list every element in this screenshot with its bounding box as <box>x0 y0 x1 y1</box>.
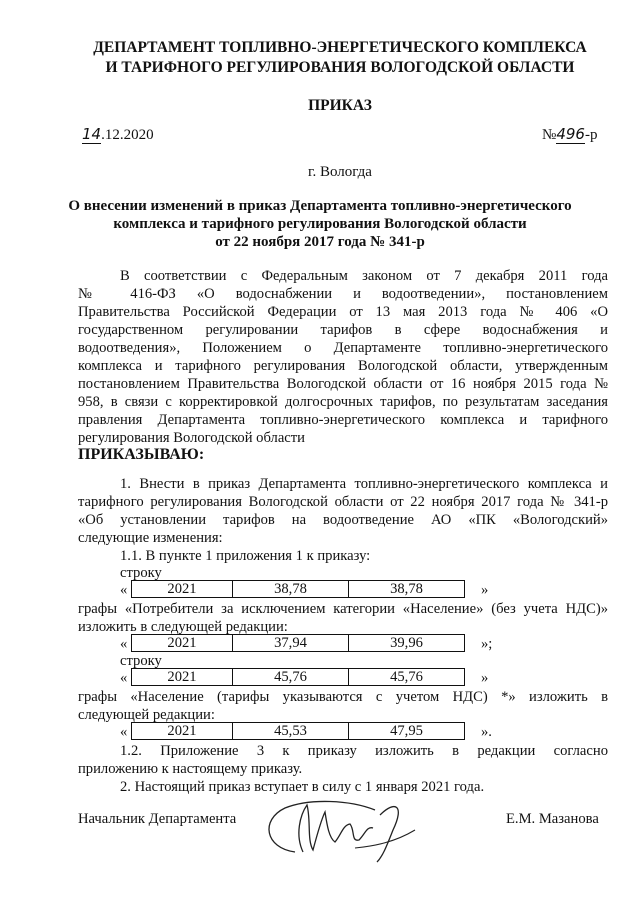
tariff-row-new-2 <box>131 722 465 740</box>
date-rest: .12.2020 <box>101 127 154 143</box>
cell-value: 45,76 <box>233 669 349 686</box>
preamble-line: № 416-ФЗ «О водоснабжении и водоотведении», постановлением <box>78 286 608 302</box>
open-quote: « <box>120 636 128 652</box>
preamble-line: комплекса и тарифного регулирования Вологодской области, утвержденным <box>78 358 608 374</box>
cell-year: 2021 <box>132 723 233 740</box>
cell-year: 2021 <box>132 635 233 652</box>
number-suffix: -р <box>584 127 598 143</box>
date-day: 14 <box>82 125 102 143</box>
preamble-line: Правительства Российской Федерации от 13 мая 2013 года № 406 «О <box>78 304 608 320</box>
cell-value: 39,96 <box>349 635 465 652</box>
graf1-line: изложить в следующей редакции: <box>78 619 288 635</box>
signatory-position: Начальник Департамента <box>78 811 237 827</box>
open-quote: « <box>120 670 128 686</box>
preamble-line: правления Департамента топливно-энергетического комплекса и тарифного <box>78 412 608 428</box>
cell-value: 47,95 <box>349 723 465 740</box>
item1-line: «Об установлении тарифов на водоотведение АО «ПК «Вологодский» <box>78 512 608 528</box>
open-quote: « <box>120 724 128 740</box>
graf2-line: следующей редакции: <box>78 707 215 723</box>
cell-year: 2021 <box>132 669 233 686</box>
document-number <box>542 125 597 144</box>
preamble-line: водоотведения», Положением о Департаменте топливно-энергетического <box>78 340 608 356</box>
word-row: строку <box>120 565 162 581</box>
signatory-name: Е.М. Мазанова <box>506 811 599 827</box>
document-type: ПРИКАЗ <box>308 97 372 114</box>
item1-1: 1.1. В пункте 1 приложения 1 к приказу: <box>120 548 371 564</box>
cell-value: 45,76 <box>349 669 465 686</box>
city: г. Вологда <box>308 164 372 180</box>
order-title-line2: комплекса и тарифного регулирования Вологодской области <box>113 216 527 232</box>
close-quote: »; <box>481 636 493 652</box>
item1-2-line: 1.2. Приложение 3 к приказу изложить в редакции согласно <box>120 743 608 759</box>
item1-line: тарифного регулирования Вологодской области от 22 ноября 2017 года № 341-р <box>78 494 608 510</box>
open-quote: « <box>120 582 128 598</box>
item1-line: 1. Внести в приказ Департамента топливно-энергетического комплекса и <box>120 476 608 492</box>
close-quote: ». <box>481 724 492 740</box>
preamble-line: В соответствии с Федеральным законом от 7 декабря 2011 года <box>120 268 608 284</box>
preamble-line: 958, в связи с корректировкой долгосрочных тарифов, по результатам заседания <box>78 394 608 410</box>
preamble-line: постановлением Правительства Вологодской области от 16 ноября 2015 года № <box>78 376 608 392</box>
cell-value: 45,53 <box>233 723 349 740</box>
preamble-line: государственном регулировании тарифов в сфере водоснабжения и <box>78 322 608 338</box>
cell-value: 37,94 <box>233 635 349 652</box>
document-date <box>82 125 154 144</box>
number-prefix: № <box>542 127 557 143</box>
cell-value: 38,78 <box>349 581 465 598</box>
department-name-line2: И ТАРИФНОГО РЕГУЛИРОВАНИЯ ВОЛОГОДСКОЙ ОБЛАСТИ <box>105 59 575 76</box>
item2: 2. Настоящий приказ вступает в силу с 1 января 2021 года. <box>120 779 485 795</box>
graf2-line: графы «Население (тарифы указываются с учетом НДС) *» изложить в <box>78 689 608 705</box>
handwritten-signature <box>255 790 425 870</box>
graf1-line: графы «Потребители за исключением категории «Население» (без учета НДС)» <box>78 601 608 617</box>
tariff-row-old-2 <box>131 668 465 686</box>
order-title-line3: от 22 ноября 2017 года № 341-р <box>215 234 425 250</box>
close-quote: » <box>481 582 489 598</box>
order-title-line1: О внесении изменений в приказ Департамента топливно-энергетического <box>68 198 572 214</box>
close-quote: » <box>481 670 489 686</box>
number-value: 496 <box>556 125 585 143</box>
order-word: ПРИКАЗЫВАЮ: <box>78 446 205 463</box>
tariff-row-new-1 <box>131 634 465 652</box>
word-row: строку <box>120 653 162 669</box>
preamble-line: регулирования Вологодской области <box>78 430 305 446</box>
cell-value: 38,78 <box>233 581 349 598</box>
cell-year: 2021 <box>132 581 233 598</box>
tariff-row-old-1 <box>131 580 465 598</box>
item1-line: следующие изменения: <box>78 530 223 546</box>
department-name-line1: ДЕПАРТАМЕНТ ТОПЛИВНО-ЭНЕРГЕТИЧЕСКОГО КОМПЛЕКСА <box>93 39 587 56</box>
item1-2-line: приложению к настоящему приказу. <box>78 761 303 777</box>
